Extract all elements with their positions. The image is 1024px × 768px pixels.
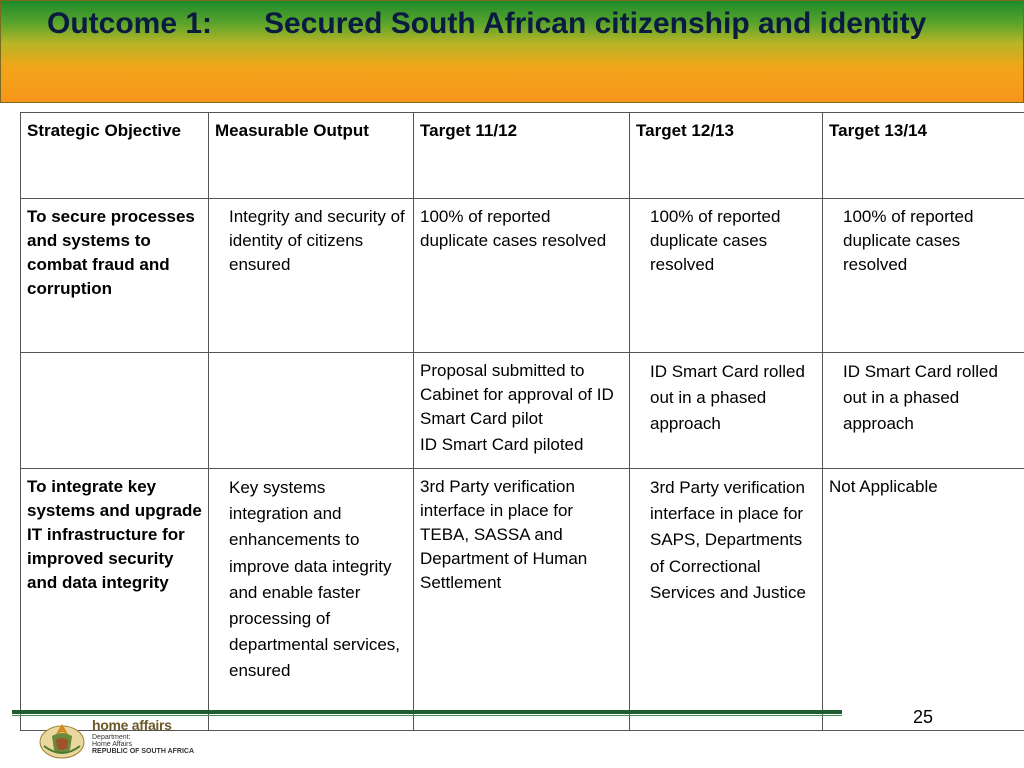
- page-number: 25: [913, 707, 934, 727]
- header-target-13-14: Target 13/14: [823, 113, 1024, 199]
- target-13-14-cell: Not Applicable: [823, 469, 1024, 731]
- page-title: Secured South African citizenship and identity: [264, 7, 927, 40]
- footer-divider: [12, 710, 842, 714]
- table-row: [21, 199, 1024, 353]
- target-12-13-cell: 3rd Party verification interface in place for SAPS, Departments of Correctional Services and Justice: [630, 469, 823, 731]
- table-row: [21, 469, 1024, 731]
- target-item: ID Smart Card piloted: [420, 435, 584, 454]
- outcome-label: Outcome 1:: [47, 7, 213, 40]
- objective-cell: To integrate key systems and upgrade IT infrastructure for improved security and data integrity: [21, 469, 209, 731]
- target-13-14-cell: ID Smart Card rolled out in a phased approach: [823, 353, 1024, 469]
- target-11-12-cell: 100% of reported duplicate cases resolved: [414, 199, 630, 353]
- header-target-11-12: Target 11/12: [414, 113, 630, 199]
- objective-cell: To secure processes and systems to combat fraud and corruption: [21, 199, 209, 353]
- targets-table: [20, 112, 1024, 731]
- title-banner: [0, 0, 1024, 103]
- table-row: [21, 353, 1024, 469]
- target-13-14-cell: 100% of reported duplicate cases resolved: [823, 199, 1024, 353]
- target-11-12-cell: [414, 353, 630, 469]
- target-12-13-cell: 100% of reported duplicate cases resolved: [630, 199, 823, 353]
- target-12-13-cell: ID Smart Card rolled out in a phased approach: [630, 353, 823, 469]
- logo-brand-text: home affairs: [92, 717, 172, 733]
- output-cell: Integrity and security of identity of citizens ensured: [209, 199, 414, 353]
- logo-department-label: Department:: [92, 734, 131, 741]
- table-header-row: [21, 113, 1024, 199]
- header-target-12-13: Target 12/13: [630, 113, 823, 199]
- objective-cell: [21, 353, 209, 469]
- header-measurable-output: Measurable Output: [209, 113, 414, 199]
- target-item: Proposal submitted to Cabinet for approval of ID Smart Card pilot: [420, 361, 614, 428]
- coat-of-arms-icon: [34, 716, 90, 760]
- logo-country: REPUBLIC OF SOUTH AFRICA: [92, 748, 195, 755]
- header-strategic-objective: Strategic Objective: [21, 113, 209, 199]
- target-11-12-cell: 3rd Party verification interface in place for TEBA, SASSA and Department of Human Settlement: [414, 469, 630, 731]
- home-affairs-logo: [34, 716, 224, 760]
- output-cell: [209, 353, 414, 469]
- logo-department-name: Home Affairs: [92, 741, 132, 748]
- output-cell: Key systems integration and enhancements to improve data integrity and enable faster processing of departmental services, ensured: [209, 469, 414, 731]
